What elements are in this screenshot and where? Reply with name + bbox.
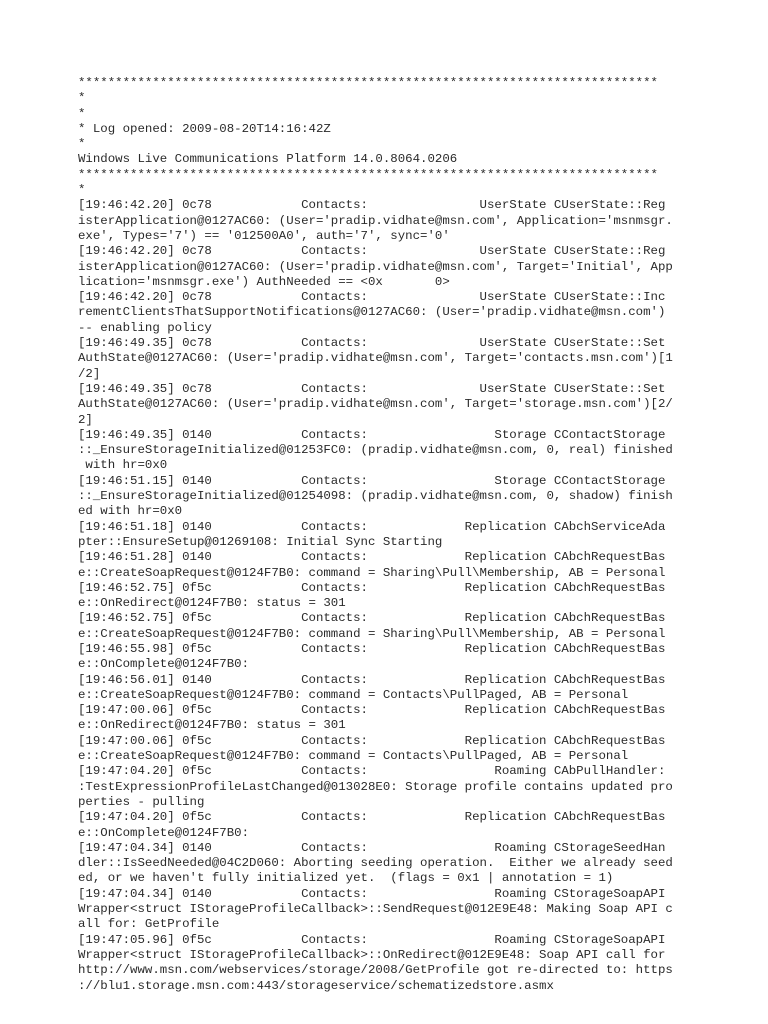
log-line: * Log opened: 2009-08-20T14:16:42Z (78, 121, 331, 136)
log-line: perties - pulling (78, 794, 205, 809)
log-line: [19:46:52.75] 0f5c Contacts: Replication CAbchRequestBas (78, 611, 666, 626)
log-line: ed with hr=0x0 (78, 504, 183, 519)
log-line: e::OnComplete@0124F7B0: (78, 657, 250, 672)
log-line: [19:46:55.98] 0f5c Contacts: Replication CAbchRequestBas (78, 641, 666, 656)
log-line: e::OnComplete@0124F7B0: (78, 825, 250, 840)
log-line: AuthState@0127AC60: (User='pradip.vidhate@msn.com', Target='storage.msn.com')[2/ (78, 397, 673, 412)
log-line: [19:47:04.34] 0140 Contacts: Roaming CStorageSeedHan (78, 840, 666, 855)
log-line: * (78, 183, 86, 198)
log-line: exe', Types='7') == '012500A0', auth='7', sync='0' (78, 228, 450, 243)
log-line: [19:46:42.20] 0c78 Contacts: UserState CUserState::Reg (78, 244, 666, 259)
log-line: [19:47:04.20] 0f5c Contacts: Roaming CAbPullHandler: (78, 764, 666, 779)
log-line: [19:47:00.06] 0f5c Contacts: Replication CAbchRequestBas (78, 703, 666, 718)
log-line: AuthState@0127AC60: (User='pradip.vidhate@msn.com', Target='contacts.msn.com')[1 (78, 351, 673, 366)
log-line: e::OnRedirect@0124F7B0: status = 301 (78, 596, 346, 611)
log-line: [19:46:51.28] 0140 Contacts: Replication CAbchRequestBas (78, 550, 666, 565)
log-line: Windows Live Communications Platform 14.0.8064.0206 (78, 152, 458, 167)
log-line: ****************************************************************************** (78, 76, 658, 90)
log-line: [19:47:04.34] 0140 Contacts: Roaming CStorageSoapAPI (78, 886, 666, 901)
log-line: rementClientsThatSupportNotifications@0127AC60: (User='pradip.vidhate@msn.com') (78, 305, 666, 320)
log-line: /2] (78, 366, 101, 381)
log-line: ****************************************************************************** (78, 167, 658, 182)
log-line: e::OnRedirect@0124F7B0: status = 301 (78, 718, 346, 733)
log-line: ::_EnsureStorageInitialized@01254098: (pradip.vidhate@msn.com, 0, shadow) finish (78, 489, 673, 504)
log-line: [19:46:42.20] 0c78 Contacts: UserState CUserState::Inc (78, 290, 666, 305)
log-line: ://blu1.storage.msn.com:443/storageservice/schematizedstore.asmx (78, 978, 554, 993)
log-line: [19:46:49.35] 0140 Contacts: Storage CContactStorage (78, 427, 666, 442)
log-line: http://www.msn.com/webservices/storage/2008/GetProfile got re-directed to: https (78, 963, 673, 978)
log-line: [19:46:51.18] 0140 Contacts: Replication CAbchServiceAda (78, 519, 666, 534)
log-line: * (78, 91, 86, 106)
log-line: [19:46:51.15] 0140 Contacts: Storage CContactStorage (78, 473, 666, 488)
log-line: [19:46:52.75] 0f5c Contacts: Replication CAbchRequestBas (78, 580, 666, 595)
log-line: isterApplication@0127AC60: (User='pradip.vidhate@msn.com', Application='msnmsgr. (78, 213, 673, 228)
log-line: e::CreateSoapRequest@0124F7B0: command = Sharing\Pull\Membership, AB = Personal (78, 626, 666, 641)
log-line: [19:47:04.20] 0f5c Contacts: Replication CAbchRequestBas (78, 810, 666, 825)
log-line: Wrapper<struct IStorageProfileCallback>::OnRedirect@012E9E48: Soap API call for (78, 947, 666, 962)
log-line: [19:46:49.35] 0c78 Contacts: UserState CUserState::Set (78, 336, 666, 351)
log-line: ed, or we haven't fully initialized yet. (flags = 0x1 | annotation = 1) (78, 871, 614, 886)
log-line: with hr=0x0 (78, 458, 168, 473)
log-line: [19:47:00.06] 0f5c Contacts: Replication CAbchRequestBas (78, 733, 666, 748)
log-line: -- enabling policy (78, 320, 212, 335)
log-line: e::CreateSoapRequest@0124F7B0: command = Contacts\PullPaged, AB = Personal (78, 687, 629, 702)
log-line: all for: GetProfile (78, 917, 220, 932)
log-line: lication='msnmsgr.exe') AuthNeeded == <0x 0> (78, 274, 450, 289)
log-line: e::CreateSoapRequest@0124F7B0: command = Contacts\PullPaged, AB = Personal (78, 749, 629, 764)
log-line: Wrapper<struct IStorageProfileCallback>::SendRequest@012E9E48: Making Soap API c (78, 902, 673, 917)
log-line: * (78, 137, 86, 152)
log-line: [19:46:56.01] 0140 Contacts: Replication CAbchRequestBas (78, 672, 666, 687)
log-line: e::CreateSoapRequest@0124F7B0: command = Sharing\Pull\Membership, AB = Personal (78, 565, 666, 580)
log-line: pter::EnsureSetup@01269108: Initial Sync Starting (78, 534, 443, 549)
log-line: ::_EnsureStorageInitialized@01253FC0: (pradip.vidhate@msn.com, 0, real) finished (78, 443, 673, 458)
log-line: [19:46:49.35] 0c78 Contacts: UserState CUserState::Set (78, 381, 666, 396)
log-line: [19:46:42.20] 0c78 Contacts: UserState CUserState::Reg (78, 198, 666, 213)
log-line: dler::IsSeedNeeded@04C2D060: Aborting seeding operation. Either we already seed (78, 856, 673, 871)
log-line: isterApplication@0127AC60: (User='pradip.vidhate@msn.com', Target='Initial', App (78, 259, 673, 274)
log-line: :TestExpressionProfileLastChanged@013028E0: Storage profile contains updated pro (78, 779, 673, 794)
log-document (78, 76, 698, 994)
log-line: [19:47:05.96] 0f5c Contacts: Roaming CStorageSoapAPI (78, 932, 666, 947)
log-line: 2] (78, 412, 93, 427)
log-line: * (78, 106, 86, 121)
